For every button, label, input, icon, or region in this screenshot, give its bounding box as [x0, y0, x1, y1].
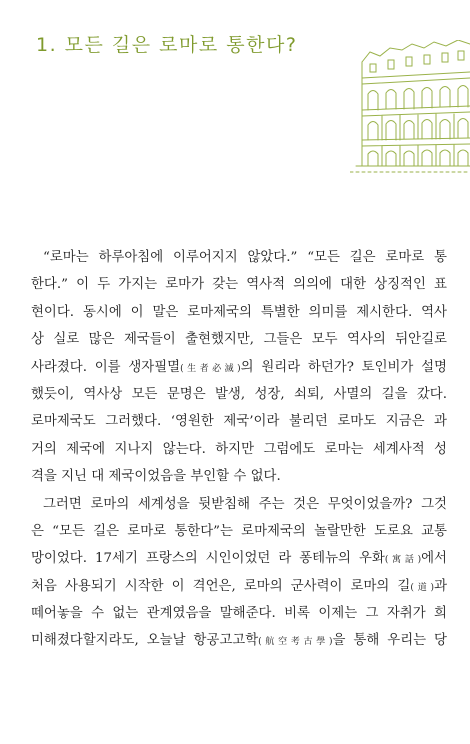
paragraph	[31, 244, 447, 491]
text-line: 거의 제국에 지나지 않는다. 하지만 그럼에도 로마는 세계사적 성	[31, 441, 447, 457]
paragraph	[31, 491, 447, 655]
text-segment: 처음 사용되기 시작한 이 격언은, 로마의 군사력이 로마의 길	[31, 578, 411, 594]
text-line: 한다.” 이 두 가지는 로마가 갖는 역사적 의의에 대한 상징적인 표	[31, 277, 447, 293]
text-line: 상 실로 많은 제국들이 출현했지만, 그들은 모두 역사의 뒤안길로	[31, 332, 447, 348]
text-line: “로마는 하루아침에 이루어지지 않았다.” “모든 길은 로마로 통	[43, 250, 447, 265]
text-segment: 과	[434, 578, 447, 594]
text-segment: 미해졌다할지라도, 오늘날 항공고고학	[31, 633, 259, 649]
text-line: 떼어놓을 수 없는 관계였음을 말해준다. 비록 이제는 그 자취가 희	[31, 606, 447, 622]
text-segment: 의 원리라 하던가? 토인비가 설명	[240, 359, 447, 375]
text-line	[31, 573, 447, 600]
text-line: 로마제국도 그러했다. ‘영원한 제국’이라 불리던 로마도 지금은 과	[31, 414, 447, 430]
colosseum-illustration	[350, 40, 470, 175]
text-segment: 을 통해 우리는 당	[332, 633, 447, 649]
text-line: 그러면 로마의 세계성을 뒷받침해 주는 것은 무엇이었을까? 그것	[43, 496, 447, 512]
body-text	[31, 244, 447, 655]
text-segment: 에서	[421, 551, 447, 567]
text-line: 현이다. 동시에 이 말은 로마제국의 특별한 의미를 제시한다. 역사	[31, 304, 447, 320]
hanja-annotation: (寓話)	[384, 555, 422, 566]
text-line: 격을 지닌 대 제국이었음을 부인할 수 없다.	[31, 469, 281, 485]
hanja-annotation: (道)	[410, 582, 435, 593]
text-line	[31, 354, 447, 381]
text-line: 은 “모든 길은 로마로 통한다”는 로마제국의 놀랄만한 도로요 교통	[31, 523, 447, 539]
text-segment: 망이었다. 17세기 프랑스의 시인이었던 라 퐁테뉴의 우화	[31, 551, 385, 567]
hanja-annotation: (生者必滅)	[180, 363, 241, 374]
text-line	[31, 627, 447, 654]
text-line: 했듯이, 역사상 모든 문명은 발생, 성장, 쇠퇴, 사멸의 길을 갔다.	[31, 386, 447, 402]
text-segment: 사라졌다. 이를 생자필멸	[31, 359, 181, 375]
chapter-title: 1. 모든 길은 로마로 통한다?	[36, 34, 298, 56]
text-line	[31, 545, 447, 572]
hanja-annotation: (航空考古學)	[258, 637, 333, 648]
